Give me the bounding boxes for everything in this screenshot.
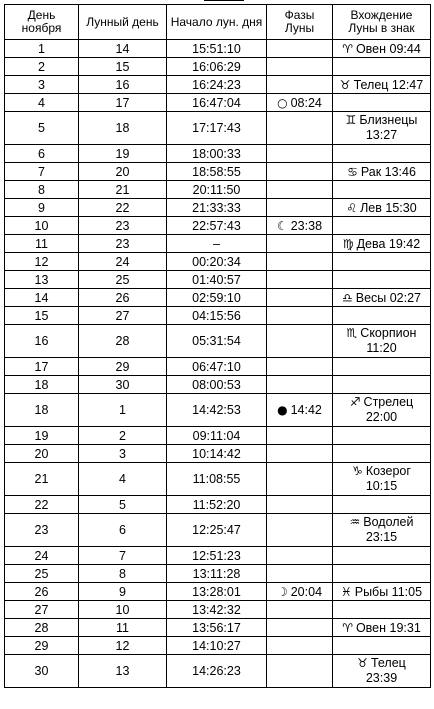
table-row	[5, 58, 431, 76]
cell-sign	[333, 583, 431, 601]
sign-text: Овен 19:31	[355, 620, 421, 635]
sign-text: ♑ Козерог 10:15	[352, 464, 411, 493]
cell-start: 13:11:28	[167, 565, 267, 583]
cell-lunar-day: 30	[79, 376, 167, 394]
cell-start: 12:25:47	[167, 514, 267, 547]
cell-day: 6	[5, 145, 79, 163]
table-row	[5, 235, 431, 253]
cell-start: 01:40:57	[167, 271, 267, 289]
table-row	[5, 112, 431, 145]
cell-sign	[333, 376, 431, 394]
table-row	[5, 565, 431, 583]
cell-start: 06:47:10	[167, 358, 267, 376]
cell-day: 11	[5, 235, 79, 253]
cell-day: 20	[5, 445, 79, 463]
table-row	[5, 547, 431, 565]
cell-day: 13	[5, 271, 79, 289]
zodiac-icon: ♍	[342, 236, 354, 251]
table-row	[5, 199, 431, 217]
zodiac-icon: ♈	[342, 620, 353, 635]
cell-lunar-day: 6	[79, 514, 167, 547]
cell-lunar-day: 14	[79, 40, 167, 58]
zodiac-icon: ♏	[346, 326, 358, 340]
cell-start: 13:28:01	[167, 583, 267, 601]
cell-sign	[333, 145, 431, 163]
cell-phase	[267, 145, 333, 163]
cell-start: 16:47:04	[167, 94, 267, 112]
zodiac-icon: ♈	[342, 41, 353, 56]
lunar-calendar-table	[4, 4, 431, 688]
table-row	[5, 583, 431, 601]
cell-sign	[333, 76, 431, 94]
cell-day: 18	[5, 394, 79, 427]
cell-start: 16:06:29	[167, 58, 267, 76]
table-row	[5, 271, 431, 289]
cell-start: 20:11:50	[167, 181, 267, 199]
cell-lunar-day: 22	[79, 199, 167, 217]
cell-phase	[267, 199, 333, 217]
cell-phase	[267, 496, 333, 514]
moon-phase-icon: ☾	[276, 218, 288, 233]
table-row	[5, 94, 431, 112]
cell-sign	[333, 94, 431, 112]
cell-phase	[267, 289, 333, 307]
cell-lunar-day: 25	[79, 271, 167, 289]
table-row	[5, 181, 431, 199]
cell-sign	[333, 253, 431, 271]
cell-lunar-day: 1	[79, 394, 167, 427]
cell-day: 10	[5, 217, 79, 235]
cell-start: 10:14:42	[167, 445, 267, 463]
cell-sign	[333, 496, 431, 514]
table-row	[5, 163, 431, 181]
cell-day: 25	[5, 565, 79, 583]
phase-time: 20:04	[290, 584, 323, 599]
cell-lunar-day: 4	[79, 463, 167, 496]
cell-sign	[333, 163, 431, 181]
table-row	[5, 619, 431, 637]
header-lunar-day: Лунный день	[79, 5, 167, 40]
table-row	[5, 514, 431, 547]
cell-lunar-day: 27	[79, 307, 167, 325]
cell-day: 18	[5, 376, 79, 394]
phase-time: 08:24	[290, 95, 322, 110]
table-row	[5, 655, 431, 688]
zodiac-icon: ♒	[349, 515, 361, 529]
zodiac-icon: ♓	[340, 584, 352, 599]
cell-phase	[267, 94, 333, 112]
cell-sign	[333, 463, 431, 496]
cell-sign	[333, 427, 431, 445]
cell-start: –	[167, 235, 267, 253]
cell-phase	[267, 376, 333, 394]
cell-phase	[267, 514, 333, 547]
cell-phase	[267, 235, 333, 253]
cell-start: 02:59:10	[167, 289, 267, 307]
cell-day: 16	[5, 325, 79, 358]
zodiac-icon: ♉	[357, 656, 368, 670]
cell-start: 11:52:20	[167, 496, 267, 514]
zodiac-icon: ♋	[347, 164, 358, 179]
cell-sign	[333, 271, 431, 289]
cell-day: 19	[5, 427, 79, 445]
cell-lunar-day: 17	[79, 94, 167, 112]
sign-text: Рыбы 11:05	[354, 584, 423, 599]
cell-sign	[333, 394, 431, 427]
cell-phase	[267, 583, 333, 601]
table-row	[5, 145, 431, 163]
cell-day: 2	[5, 58, 79, 76]
cell-phase	[267, 601, 333, 619]
cell-day: 14	[5, 289, 79, 307]
cell-sign	[333, 112, 431, 145]
cell-start: 22:57:43	[167, 217, 267, 235]
table-row	[5, 637, 431, 655]
cell-day: 21	[5, 463, 79, 496]
cell-day: 3	[5, 76, 79, 94]
cell-phase	[267, 427, 333, 445]
cell-day: 17	[5, 358, 79, 376]
cell-lunar-day: 8	[79, 565, 167, 583]
moon-phase-icon: ☽	[276, 584, 288, 599]
cell-day: 27	[5, 601, 79, 619]
cell-phase	[267, 181, 333, 199]
cell-phase	[267, 40, 333, 58]
cell-sign	[333, 217, 431, 235]
cell-lunar-day: 3	[79, 445, 167, 463]
cell-phase	[267, 445, 333, 463]
cell-start: 14:10:27	[167, 637, 267, 655]
cell-lunar-day: 12	[79, 637, 167, 655]
header-sign: Вхождение Луны в знак	[333, 5, 431, 40]
cell-start: 14:26:23	[167, 655, 267, 688]
header-day: День ноября	[5, 5, 79, 40]
cell-day: 30	[5, 655, 79, 688]
cell-phase	[267, 565, 333, 583]
cell-lunar-day: 5	[79, 496, 167, 514]
cell-lunar-day: 13	[79, 655, 167, 688]
cell-sign	[333, 307, 431, 325]
cell-start: 04:15:56	[167, 307, 267, 325]
sign-text: Телец 12:47	[353, 77, 424, 92]
moon-phase-icon: ○	[277, 95, 288, 110]
table-row	[5, 76, 431, 94]
sign-text: ♏ Скорпион 11:20	[346, 326, 417, 355]
cell-start: 21:33:33	[167, 199, 267, 217]
table-row	[5, 40, 431, 58]
cell-sign	[333, 619, 431, 637]
cell-start: 18:58:55	[167, 163, 267, 181]
cell-start: 15:51:10	[167, 40, 267, 58]
cell-phase	[267, 619, 333, 637]
cell-sign	[333, 655, 431, 688]
table-row	[5, 496, 431, 514]
cell-phase	[267, 394, 333, 427]
cell-lunar-day: 24	[79, 253, 167, 271]
cell-day: 8	[5, 181, 79, 199]
cell-lunar-day: 16	[79, 76, 167, 94]
table-body	[5, 40, 431, 688]
sign-text: Дева 19:42	[356, 236, 421, 251]
zodiac-icon: ♎	[341, 290, 353, 305]
cell-sign	[333, 358, 431, 376]
zodiac-icon: ♑	[352, 464, 363, 478]
cell-sign	[333, 547, 431, 565]
cell-start: 08:00:53	[167, 376, 267, 394]
table-row	[5, 307, 431, 325]
cell-day: 12	[5, 253, 79, 271]
header-row	[5, 5, 431, 40]
cell-sign	[333, 601, 431, 619]
table-row	[5, 463, 431, 496]
cell-start: 16:24:23	[167, 76, 267, 94]
cell-lunar-day: 26	[79, 289, 167, 307]
cell-phase	[267, 58, 333, 76]
cell-lunar-day: 23	[79, 235, 167, 253]
sign-text: Рак 13:46	[360, 164, 416, 179]
cell-start: 14:42:53	[167, 394, 267, 427]
cell-day: 5	[5, 112, 79, 145]
table-row	[5, 376, 431, 394]
cell-phase	[267, 163, 333, 181]
cell-sign	[333, 445, 431, 463]
table-row	[5, 601, 431, 619]
cell-start: 09:11:04	[167, 427, 267, 445]
cell-sign	[333, 58, 431, 76]
table-row	[5, 217, 431, 235]
sign-text: ♐ Стрелец 22:00	[349, 395, 414, 424]
cell-lunar-day: 15	[79, 58, 167, 76]
cell-sign	[333, 325, 431, 358]
cell-sign	[333, 40, 431, 58]
cell-lunar-day: 29	[79, 358, 167, 376]
cell-day: 23	[5, 514, 79, 547]
cell-lunar-day: 23	[79, 217, 167, 235]
cell-phase	[267, 112, 333, 145]
zodiac-icon: ♐	[349, 395, 361, 409]
cell-day: 4	[5, 94, 79, 112]
table-row	[5, 394, 431, 427]
cell-lunar-day: 20	[79, 163, 167, 181]
cell-start: 13:56:17	[167, 619, 267, 637]
cell-day: 24	[5, 547, 79, 565]
cell-phase	[267, 358, 333, 376]
cell-start: 17:17:43	[167, 112, 267, 145]
table-row	[5, 289, 431, 307]
cell-start: 05:31:54	[167, 325, 267, 358]
cell-day: 28	[5, 619, 79, 637]
cell-lunar-day: 7	[79, 547, 167, 565]
cell-lunar-day: 2	[79, 427, 167, 445]
sign-text: Лев 15:30	[360, 200, 417, 215]
table-row	[5, 253, 431, 271]
cell-phase	[267, 76, 333, 94]
cell-day: 1	[5, 40, 79, 58]
cell-phase	[267, 217, 333, 235]
zodiac-icon: ♉	[339, 77, 351, 92]
cell-phase	[267, 463, 333, 496]
table-row	[5, 427, 431, 445]
table-row	[5, 358, 431, 376]
zodiac-icon: ♊	[345, 113, 357, 127]
cell-lunar-day: 28	[79, 325, 167, 358]
sign-text: Овен 09:44	[355, 41, 421, 56]
cell-lunar-day: 18	[79, 112, 167, 145]
header-start: Начало лун. дня	[167, 5, 267, 40]
table-row	[5, 325, 431, 358]
table-row	[5, 445, 431, 463]
cell-lunar-day: 10	[79, 601, 167, 619]
cell-phase	[267, 307, 333, 325]
sign-text: ♒ Водолей 23:15	[349, 515, 414, 544]
cell-start: 11:08:55	[167, 463, 267, 496]
sign-text: ♊ Близнецы 13:27	[345, 113, 418, 142]
cell-phase	[267, 637, 333, 655]
cell-day: 15	[5, 307, 79, 325]
cell-sign	[333, 289, 431, 307]
cell-start: 00:20:34	[167, 253, 267, 271]
phase-time: 23:38	[290, 218, 323, 233]
cell-day: 9	[5, 199, 79, 217]
cell-sign	[333, 514, 431, 547]
cell-phase	[267, 253, 333, 271]
header-phase: Фазы Луны	[267, 5, 333, 40]
cell-start: 13:42:32	[167, 601, 267, 619]
cell-day: 7	[5, 163, 79, 181]
cell-day: 22	[5, 496, 79, 514]
cell-sign	[333, 565, 431, 583]
sign-text: ♉ Телец 23:39	[357, 656, 406, 685]
moon-phase-icon: ●	[277, 403, 288, 417]
cell-phase	[267, 325, 333, 358]
phase-time: 14:42	[290, 403, 322, 417]
cell-sign	[333, 199, 431, 217]
cell-day: 29	[5, 637, 79, 655]
cell-lunar-day: 9	[79, 583, 167, 601]
cell-phase	[267, 547, 333, 565]
cell-lunar-day: 19	[79, 145, 167, 163]
cell-sign	[333, 235, 431, 253]
zodiac-icon: ♌	[346, 200, 358, 215]
cell-sign	[333, 181, 431, 199]
cell-sign	[333, 637, 431, 655]
cell-day: 26	[5, 583, 79, 601]
cell-phase	[267, 655, 333, 688]
cell-lunar-day: 11	[79, 619, 167, 637]
sign-text: Весы 02:27	[355, 290, 422, 305]
cell-start: 18:00:33	[167, 145, 267, 163]
cell-start: 12:51:23	[167, 547, 267, 565]
cell-phase	[267, 271, 333, 289]
cell-lunar-day: 21	[79, 181, 167, 199]
